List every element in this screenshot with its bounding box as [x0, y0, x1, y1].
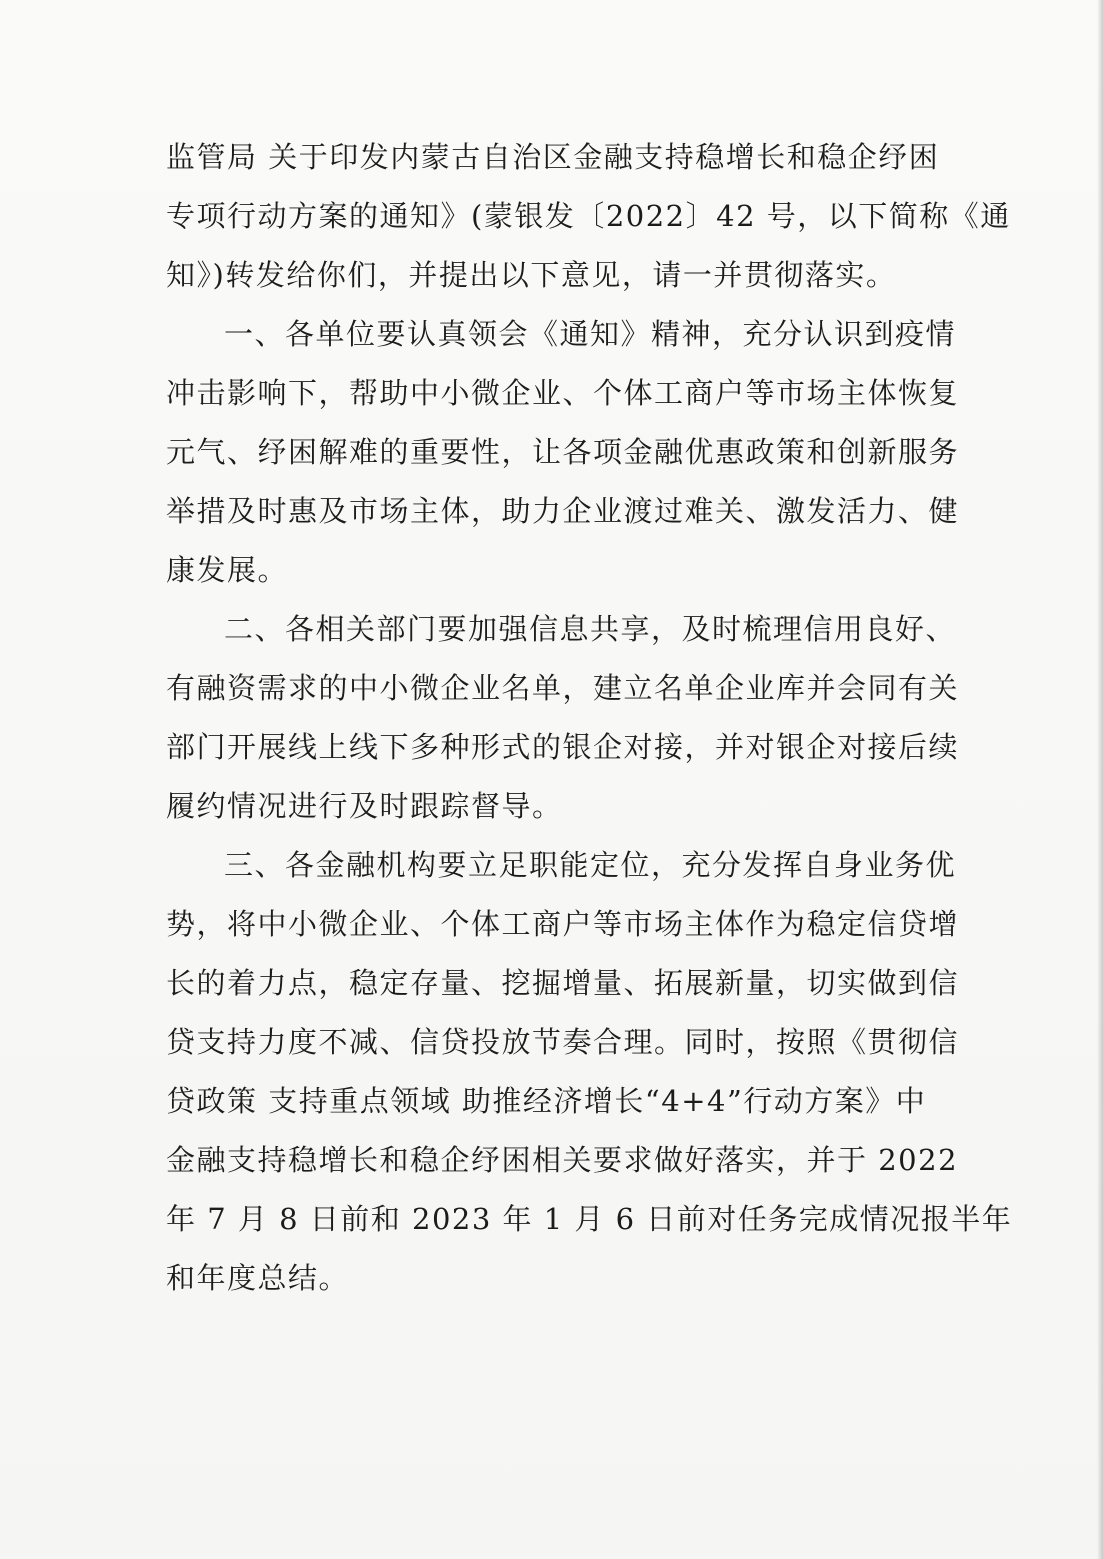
paragraph-line: 知》)转发给你们，并提出以下意见，请一并贯彻落实。 — [166, 258, 897, 292]
paragraph-line: 金融支持稳增长和稳企纾困相关要求做好落实，并于 2022 — [166, 1143, 959, 1177]
paragraph-item-3 — [166, 836, 1013, 1308]
paragraph-intro — [166, 128, 1011, 305]
paragraph-line: 势，将中小微企业、个体工商户等市场主体作为稳定信贷增 — [166, 907, 960, 941]
paragraph-item-2 — [166, 600, 960, 836]
paragraph-line: 举措及时惠及市场主体，助力企业渡过难关、激发活力、健 — [166, 494, 960, 528]
paragraph-line: 专项行动方案的通知》(蒙银发〔2022〕42 号，以下简称《通 — [166, 199, 1011, 233]
paragraph-line: 元气、纾困解难的重要性，让各项金融优惠政策和创新服务 — [166, 435, 960, 469]
document-body — [166, 128, 1013, 1308]
paragraph-line: 三、各金融机构要立足职能定位，充分发挥自身业务优 — [224, 848, 957, 882]
paragraph-item-1 — [166, 305, 960, 600]
paragraph-line: 部门开展线上线下多种形式的银企对接，并对银企对接后续 — [166, 730, 960, 764]
paragraph-line: 长的着力点，稳定存量、挖掘增量、拓展新量，切实做到信 — [166, 966, 960, 1000]
paragraph-line: 冲击影响下，帮助中小微企业、个体工商户等市场主体恢复 — [166, 376, 960, 410]
paragraph-line: 贷政策 支持重点领域 助推经济增长“4+4”行动方案》中 — [166, 1084, 927, 1118]
paragraph-line: 贷支持力度不减、信贷投放节奏合理。同时，按照《贯彻信 — [166, 1025, 960, 1059]
paragraph-line: 有融资需求的中小微企业名单，建立名单企业库并会同有关 — [166, 671, 960, 705]
paragraph-line: 年 7 月 8 日前和 2023 年 1 月 6 日前对任务完成情况报半年 — [166, 1202, 1013, 1236]
paragraph-line: 康发展。 — [166, 553, 289, 587]
paragraph-line: 监管局 关于印发内蒙古自治区金融支持稳增长和稳企纾困 — [166, 140, 940, 174]
paragraph-line: 履约情况进行及时跟踪督导。 — [166, 789, 563, 823]
paragraph-line: 和年度总结。 — [166, 1261, 350, 1295]
paragraph-line: 一、各单位要认真领会《通知》精神，充分认识到疫情 — [224, 317, 957, 351]
paragraph-line: 二、各相关部门要加强信息共享，及时梳理信用良好、 — [224, 612, 957, 646]
page-edge-shadow — [1097, 0, 1103, 1559]
